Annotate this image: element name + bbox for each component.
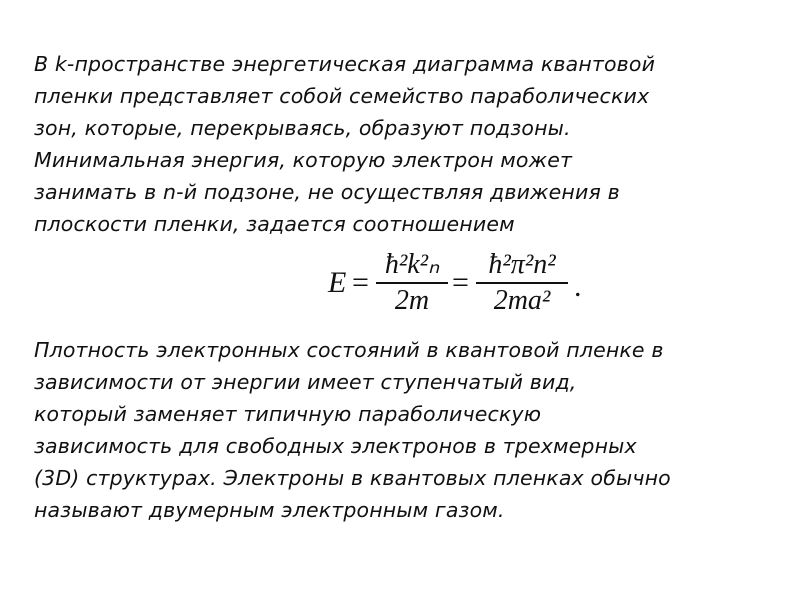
text-line: зон, которые, перекрываясь, образуют подзоны. bbox=[34, 116, 571, 140]
text-line: Плотность электронных состояний в квантовой пленке в bbox=[34, 338, 664, 362]
text-line: называют двумерным электронным газом. bbox=[34, 498, 505, 522]
text-line: который заменяет типичную параболическую bbox=[34, 402, 542, 426]
formula-equals: = bbox=[352, 266, 369, 299]
formula-equals: = bbox=[452, 266, 469, 299]
intro-paragraph bbox=[34, 48, 774, 240]
formula-period: . bbox=[574, 270, 582, 303]
fraction-2-numerator: ħ²π²n² bbox=[488, 249, 556, 280]
text-line: пленки представляет собой семейство параболических bbox=[34, 84, 650, 108]
fraction-bar bbox=[376, 282, 448, 284]
text-line: (3D) структурах. Электроны в квантовых пленках обычно bbox=[34, 466, 671, 490]
fraction-2-denominator: 2ma² bbox=[493, 284, 551, 316]
formula-fraction-1 bbox=[376, 250, 448, 316]
fraction-bar bbox=[476, 282, 568, 284]
density-paragraph bbox=[34, 334, 774, 526]
text-line: плоскости пленки, задается соотношением bbox=[34, 212, 515, 236]
text-line: В k-пространстве энергетическая диаграмма квантовой bbox=[34, 52, 656, 76]
text-line: зависимости от энергии имеет ступенчатый вид, bbox=[34, 370, 577, 394]
energy-formula bbox=[318, 242, 598, 334]
formula-fraction-2 bbox=[476, 250, 568, 316]
text-line: Минимальная энергия, которую электрон может bbox=[34, 148, 573, 172]
fraction-1-numerator: ħ²k²ₙ bbox=[384, 249, 440, 280]
text-line: зависимость для свободных электронов в трехмерных bbox=[34, 434, 637, 458]
fraction-1-denominator: 2m bbox=[394, 284, 430, 316]
formula-lhs: E bbox=[328, 266, 347, 299]
text-line: занимать в n-й подзоне, не осуществляя движения в bbox=[34, 180, 620, 204]
